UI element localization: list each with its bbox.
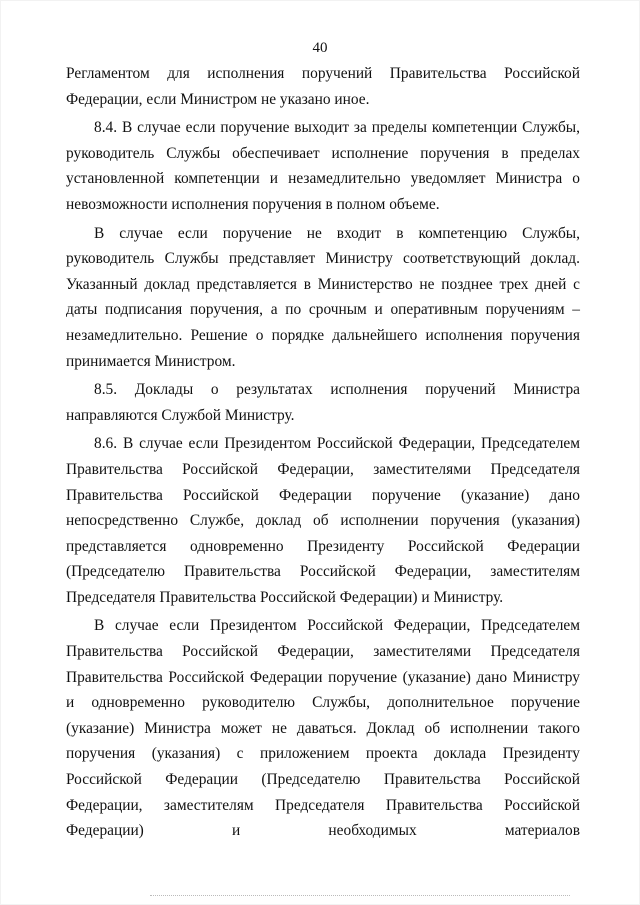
paragraph-8-6: 8.6. В случае если Президентом Российской Федерации, Председателем Правительства Российской Федерации, заместителями Председателя Правительства Российской Федерации поручение (указание) дано непосредственно Службе, доклад об исполнении поручения (указания) представляется одновременно Президенту Российской Федерации (Председателю Правительства Российской Федерации, заместителям Председателя Правительства Российской Федерации) и Министру. — [66, 435, 580, 606]
document-body — [66, 61, 580, 847]
page-number: 40 — [312, 40, 328, 56]
paragraph-not-in-competence: В случае если поручение не входит в компетенцию Службы, руководитель Службы представляет Министру соответствующий доклад. Указанный доклад представляется в Министерство не позднее трех дней с даты подписания поручения, а по срочным и оперативным поручениям – незамедлительно. Решение о порядке дальнейшего исполнения поручения принимается Министром. — [66, 224, 580, 370]
scan-edge-mark — [150, 895, 570, 900]
paragraph-joint-instruction: В случае если Президентом Российской Федерации, Председателем Правительства Российской Федерации, заместителями Председателя Правительства Российской Федерации поручение (указание) дано Министру и одновременно руководителю Службы, дополнительное поручение (указание) Министра может не даваться. Доклад об исполнении такого поручения (указания) с приложением проекта доклада Президенту Российской Федерации (Председателю Правительства Российской Федерации, заместителям Председателя Правительства Российской Федерации) и необходимых материалов — [66, 617, 580, 840]
paragraph-8-5: 8.5. Доклады о результатах исполнения поручений Министра направляются Службой Министру. — [66, 381, 580, 424]
paragraph-8-4: 8.4. В случае если поручение выходит за пределы компетенции Службы, руководитель Службы обеспечивает исполнение поручения в пределах установленной компетенции и незамедлительно уведомляет Министра о невозможности исполнения поручения в полном объеме. — [66, 119, 580, 213]
paragraph-continuation: Регламентом для исполнения поручений Правительства Российской Федерации, если Министром не указано иное. — [66, 65, 580, 108]
